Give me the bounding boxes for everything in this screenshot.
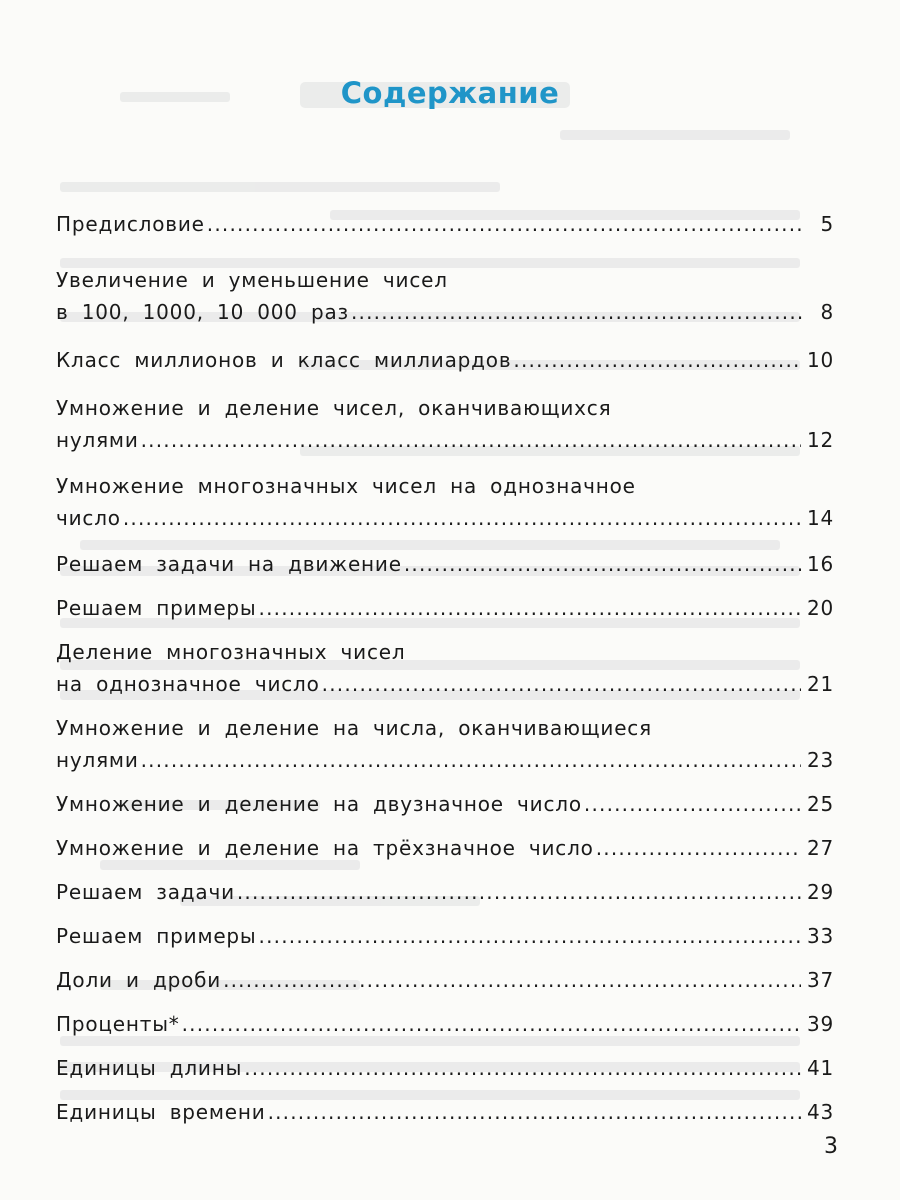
dot-leader: [237, 876, 801, 908]
toc-page-number: 14: [806, 506, 834, 530]
toc-entry[interactable]: [56, 636, 834, 700]
toc-page-number: 10: [806, 348, 834, 372]
page-number: 3: [824, 1134, 838, 1159]
toc-entry-title-cont: число: [56, 506, 121, 530]
toc-page-number: 37: [806, 968, 834, 992]
toc-entry-title-cont: нулями: [56, 428, 139, 452]
toc-entry-title: Единицы длины: [56, 1056, 243, 1080]
toc-entry[interactable]: [56, 208, 834, 240]
toc-page-number: 16: [806, 552, 834, 576]
toc-entry-title: Решаем примеры: [56, 596, 257, 620]
dot-leader: [141, 424, 801, 456]
toc-entry-title: Увеличение и уменьшение чисел: [56, 268, 448, 292]
toc-page-number: 43: [806, 1100, 834, 1124]
toc-entry[interactable]: [56, 548, 834, 580]
toc-entry[interactable]: [56, 592, 834, 624]
toc-page-number: 20: [806, 596, 834, 620]
toc-entry-title: Умножение многозначных чисел на однозначное: [56, 474, 636, 498]
toc-page-number: 33: [806, 924, 834, 948]
toc-entry[interactable]: [56, 832, 834, 864]
toc-entry-title: Деление многозначных чисел: [56, 640, 406, 664]
toc-page-number: 23: [806, 748, 834, 772]
toc-entry[interactable]: [56, 1008, 834, 1040]
toc-page-number: 29: [806, 880, 834, 904]
toc-page-number: 27: [806, 836, 834, 860]
toc-entry-title-cont: нулями: [56, 748, 139, 772]
toc-page-number: 5: [820, 212, 834, 236]
toc-entry-title: Умножение и деление чисел, оканчивающихся: [56, 396, 612, 420]
toc-entry-title: Единицы времени: [56, 1100, 266, 1124]
toc-page-number: 8: [820, 300, 834, 324]
dot-leader: [351, 296, 806, 328]
toc-entry[interactable]: [56, 788, 834, 820]
dot-leader: [513, 344, 801, 376]
toc-entry-title: Доли и дроби: [56, 968, 222, 992]
toc-entry[interactable]: [56, 964, 834, 996]
toc-entry[interactable]: [56, 470, 834, 534]
toc-entry[interactable]: [56, 1052, 834, 1084]
page-title: Содержание: [340, 76, 560, 110]
dot-leader: [322, 668, 801, 700]
toc-page-number: 39: [806, 1012, 834, 1036]
toc-entry[interactable]: [56, 344, 834, 376]
toc-entry[interactable]: [56, 712, 834, 776]
table-of-contents: [56, 208, 834, 1128]
toc-entry-title: Умножение и деление на двузначное число: [56, 792, 582, 816]
toc-entry[interactable]: [56, 1096, 834, 1128]
toc-entry-title: Решаем задачи: [56, 880, 235, 904]
dot-leader: [182, 1008, 801, 1040]
toc-entry-title: Предисловие: [56, 212, 205, 236]
dot-leader: [259, 592, 801, 624]
toc-page-number: 12: [806, 428, 834, 452]
dot-leader: [223, 964, 801, 996]
dot-leader: [404, 548, 801, 580]
toc-entry-title-cont: в 100, 1000, 10 000 раз: [56, 300, 349, 324]
dot-leader: [259, 920, 801, 952]
toc-entry[interactable]: [56, 264, 834, 328]
toc-entry-title: Проценты*: [56, 1012, 180, 1036]
dot-leader: [207, 208, 806, 240]
toc-entry-title: Умножение и деление на числа, оканчивающиеся: [56, 716, 652, 740]
toc-entry-title: Решаем задачи на движение: [56, 552, 402, 576]
toc-entry-title: Решаем примеры: [56, 924, 257, 948]
dot-leader: [244, 1052, 801, 1084]
toc-entry[interactable]: [56, 920, 834, 952]
toc-entry-title: Класс миллионов и класс миллиардов: [56, 348, 512, 372]
dot-leader: [141, 744, 801, 776]
toc-page-number: 41: [806, 1056, 834, 1080]
toc-page-number: 21: [806, 672, 834, 696]
toc-entry-title: Умножение и деление на трёхзначное число: [56, 836, 594, 860]
toc-entry[interactable]: [56, 392, 834, 456]
toc-entry-title-cont: на однозначное число: [56, 672, 320, 696]
dot-leader: [268, 1096, 801, 1128]
toc-page-number: 25: [806, 792, 834, 816]
dot-leader: [596, 832, 801, 864]
dot-leader: [584, 788, 801, 820]
toc-entry[interactable]: [56, 876, 834, 908]
dot-leader: [123, 502, 801, 534]
